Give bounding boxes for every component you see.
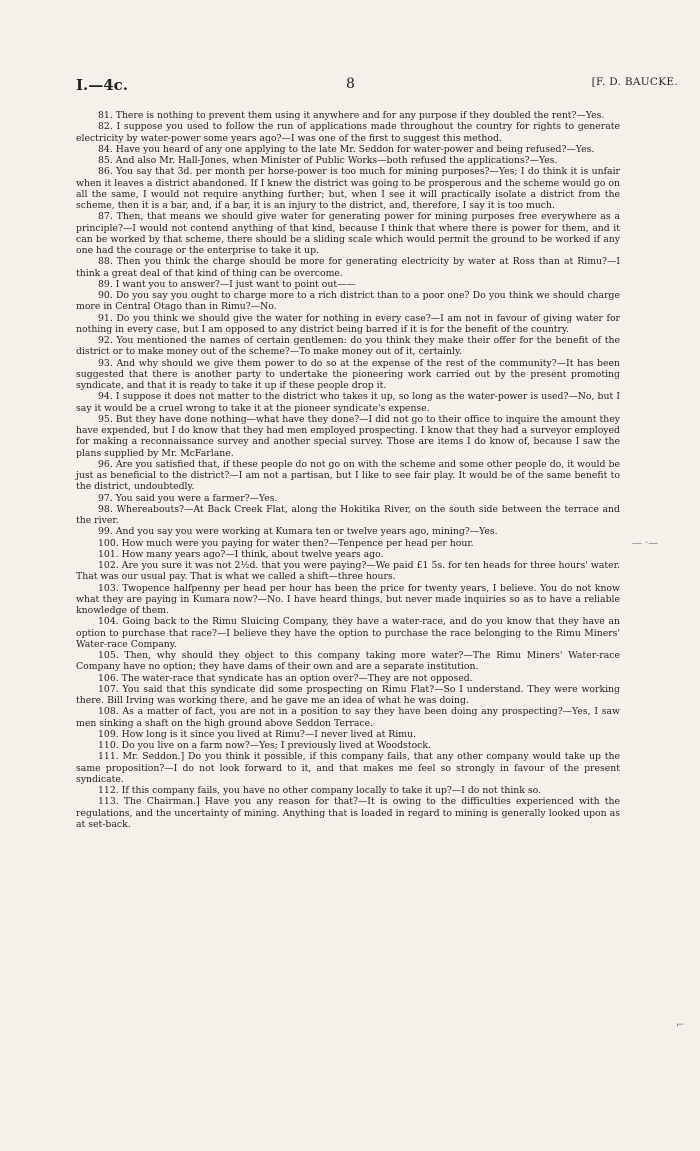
witness-name: [F. D. BAUCKE. <box>591 76 678 88</box>
document-reference: I.—4c. <box>76 76 129 94</box>
question-94: 94. I suppose it does not matter to the district who takes it up, so long as the water-power is used?—No, but I say it would be a cruel wrong to take it at the pioneer syndicate's expense. <box>76 391 620 414</box>
question-85: 85. And also Mr. Hall-Jones, when Minister of Public Works—both refused the applications?—Yes. <box>98 155 558 166</box>
question-99: 99. And you say you were working at Kumara ten or twelve years ago, mining?—Yes. <box>98 526 498 538</box>
question-110: 110. Do you live on a farm now?—Yes; I previously lived at Woodstock. <box>98 740 431 751</box>
question-111: 111. Mr. Seddon.] Do you think it possible, if this company fails, that any other company would take up the same proposition?—I do not look forward to it, and that makes me feel so strongly in favour of the present syndicate. <box>76 751 620 785</box>
question-81: 81. There is nothing to prevent them using it anywhere and for any purpose if they doubled the rent?—Yes. <box>98 110 605 121</box>
question-92: 92. You mentioned the names of certain gentlemen: do you think they make their offer for the benefit of the district or to make money out of the scheme?—To make money out of it, certainly. <box>76 335 620 358</box>
question-98: 98. Whereabouts?—At Back Creek Flat, along the Hokitika River, on the south side between the terrace and the river. <box>76 503 620 526</box>
question-97: 97. You said you were a farmer?—Yes. <box>98 492 278 504</box>
question-90: 90. Do you say you ought to charge more to a rich district than to a poor one? Do you think we should charge more in Central Otago than in Rimu?—No. <box>76 290 620 313</box>
question-82: 82. I suppose you used to follow the run of applications made throughout the country for rights to generate electricity by water-power some years ago?—I was one of the first to suggest this method. <box>76 121 620 144</box>
question-113: 113. The Chairman.] Have you any reason for that?—It is owing to the difficulties experienced with the regulations, and the uncertainty of mining. Anything that is loaded in regard to mining is generally looked upon as at set-back. <box>76 796 620 830</box>
question-105: 105. Then, why should they object to this company taking more water?—The Rimu Miners' Water-race Company have no option; they have dams of their own and are a separate institution. <box>76 650 620 673</box>
question-87: 87. Then, that means we should give water for generating power for mining purposes free everywhere as a principle?—I would not contend anything of that kind, because I think that where there is power for them, and it can be worked by that scheme, there should be a sliding scale which would permit the ground to be worked if any one had the courage or the enterprise to take it up. <box>76 211 620 256</box>
margin-mark: — ·— <box>632 538 659 549</box>
question-95: 95. But they have done nothing—what have they done?—I did not go to their office to inquire the amount they have expended, but I do know that they had men employed prospecting. I know that they had a surveyor employed for making a reconnaissance survey and another special survey. Those are items I do know of, because I saw the plans supplied by Mr. McFarlane. <box>76 413 620 459</box>
question-100: 100. How much were you paying for water then?—Tenpence per head per hour. <box>98 537 474 549</box>
page-number: 8 <box>346 76 355 92</box>
question-89: 89. I want you to answer?—I just want to point out—— <box>98 278 356 290</box>
question-91: 91. Do you think we should give the water for nothing in every case?—I am not in favour of giving water for nothing in every case, but I am opposed to any district being barred if it is for the benefit of the country. <box>76 312 620 335</box>
question-86: 86. You say that 3d. per month per horse-power is too much for mining purposes?—Yes; I do think it is unfair when it leaves a district abandoned. If I knew the district was going to be prosperous and the scheme would go on all the same, I would not require anything further; but, when I see it will practically isolate a district from the scheme, then it is a bar, and, if a bar, it is an injury to the district, and, therefore, I say it is too much. <box>76 166 620 211</box>
question-112: 112. If this company fails, you have no other company locally to take it up?—I do not think so. <box>98 785 542 796</box>
question-88: 88. Then you think the charge should be more for generating electricity by water at Ross than at Rimu?—I think a great deal of that kind of thing can be overcome. <box>76 256 620 279</box>
question-103: 103. Twopence halfpenny per head per hour has been the price for twenty years, I believe. You do not know what they are paying in Kumara now?—No. I have heard things, but never made inquiries so as to have a reliable knowledge of them. <box>76 582 620 616</box>
question-101: 101. How many years ago?—I think, about twelve years ago. <box>98 548 384 560</box>
question-104: 104. Going back to the Rimu Sluicing Company, they have a water-race, and do you know that they have an option to purchase that race?—I believe they have the option to purchase the race belonging to the Rimu Miners' Water-race Company. <box>76 616 620 650</box>
question-93: 93. And why should we give them power to do so at the expense of the rest of the community?—It has been suggested that there is another party to undertake the pioneering work carried out by the present promoting syndicate, and that it is ready to take it up if these people drop it. <box>76 357 620 391</box>
testimony-body <box>76 110 620 830</box>
question-96: 96. Are you satisfied that, if these people do not go on with the scheme and some other people do, it would be just as beneficial to the district?—I am not a partisan, but I like to see fair play. It would be of the same benefit to the district, undoubtedly. <box>76 458 620 493</box>
page-header <box>76 76 678 96</box>
question-108: 108. As a matter of fact, you are not in a position to say they have been doing any prospecting?—Yes, I saw men sinking a shaft on the high ground above Seddon Terrace. <box>76 706 620 729</box>
question-102: 102. Are you sure it was not 2½d. that you were paying?—We paid £1 5s. for ten heads for three hours' water. That was our usual pay. That is what we called a shift—three hours. <box>76 560 620 583</box>
question-84: 84. Have you heard of any one applying to the late Mr. Seddon for water-power and being refused?—Yes. <box>98 143 595 155</box>
question-107: 107. You said that this syndicate did some prospecting on Rimu Flat?—So I understand. They were working there. Bill Irving was working there, and he gave me an idea of what he was doing. <box>76 683 620 706</box>
question-106: 106. The water-race that syndicate has an option over?—They are not opposed. <box>98 672 473 684</box>
question-109: 109. How long is it since you lived at Rimu?—I never lived at Rimu. <box>98 728 417 740</box>
margin-mark: ⌐ <box>676 1020 685 1031</box>
